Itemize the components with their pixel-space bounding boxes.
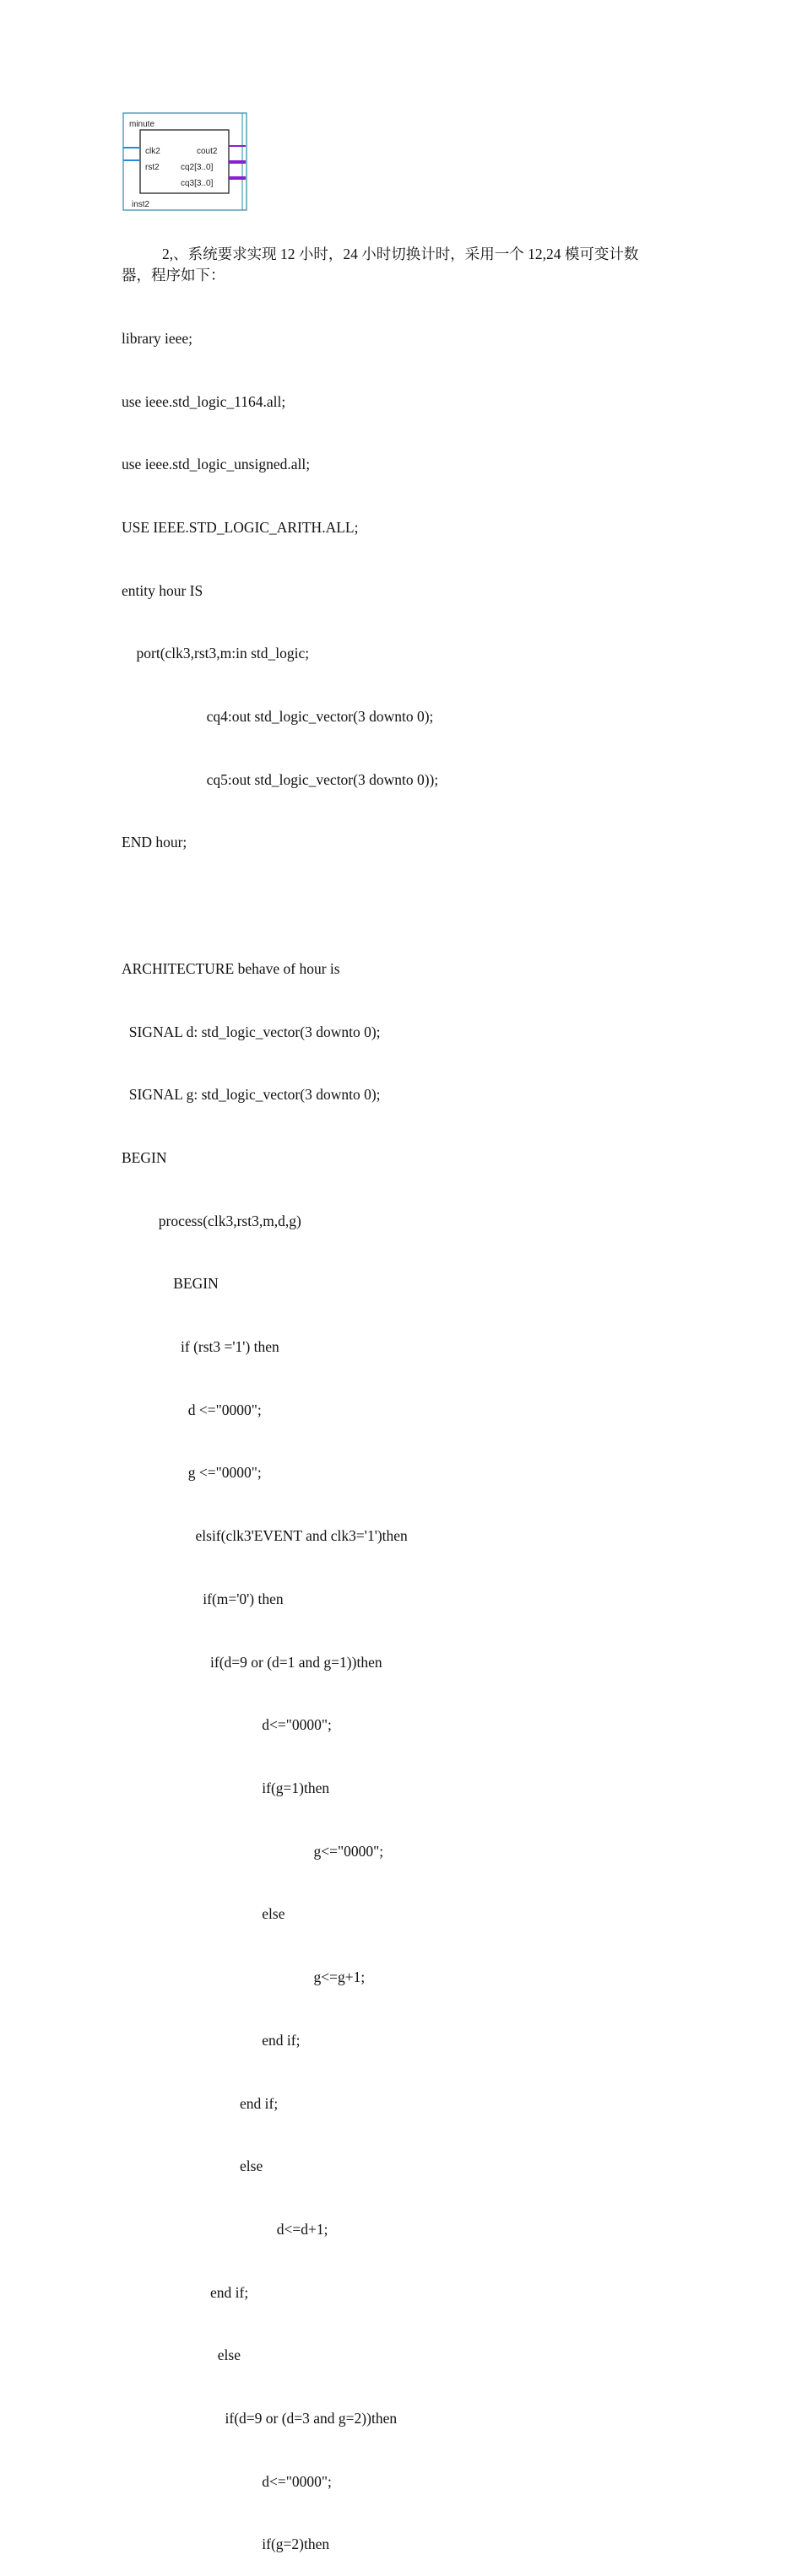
code-line: process(clk3,rst3,m,d,g): [122, 1212, 301, 1229]
vhdl-code-listing: [122, 286, 438, 2576]
code-line: library ieee;: [122, 329, 193, 347]
port-input-rst2: rst2: [145, 163, 160, 172]
code-line: if(g=1)then: [122, 1779, 330, 1796]
instance-name: inst2: [132, 200, 150, 209]
code-line: if(d=9 or (d=1 and g=1))then: [122, 1653, 382, 1671]
code-line: SIGNAL g: std_logic_vector(3 downto 0);: [122, 1086, 381, 1104]
code-line: else: [122, 2157, 263, 2175]
code-line: d<=d+1;: [122, 2220, 328, 2238]
code-line: d <="0000";: [122, 1401, 262, 1418]
code-line: ARCHITECTURE behave of hour is: [122, 959, 340, 977]
code-line: END hour;: [122, 834, 187, 851]
code-line: USE IEEE.STD_LOGIC_ARITH.ALL;: [122, 518, 359, 536]
code-line: entity hour IS: [122, 581, 203, 599]
port-output-cout2: cout2: [197, 147, 218, 156]
code-line: elsif(clk3'EVENT and clk3='1')then: [122, 1527, 408, 1545]
intro-line-2: 器，程序如下：: [122, 267, 225, 284]
code-line: if(d=9 or (d=3 and g=2))then: [122, 2410, 398, 2427]
code-line: end if;: [122, 2094, 279, 2112]
code-line: cq5:out std_logic_vector(3 downto 0));: [122, 770, 439, 788]
code-line: else: [122, 2346, 241, 2364]
code-line: if (rst3 ='1') then: [122, 1338, 279, 1356]
code-line: else: [122, 1905, 285, 1923]
code-line: end if;: [122, 2031, 301, 2049]
port-output-cq3: cq3[3..0]: [181, 179, 214, 188]
block-symbol-minute: [122, 112, 247, 211]
code-line: d<="0000";: [122, 2472, 332, 2490]
block-name: minute: [129, 120, 155, 129]
code-line: BEGIN: [122, 1275, 219, 1293]
code-line: [122, 895, 438, 916]
code-line: BEGIN: [122, 1148, 167, 1166]
code-line: g <="0000";: [122, 1464, 262, 1482]
code-line: SIGNAL d: std_logic_vector(3 downto 0);: [122, 1023, 381, 1040]
code-line: cq4:out std_logic_vector(3 downto 0);: [122, 708, 434, 726]
code-line: if(g=2)then: [122, 2535, 330, 2553]
code-line: g<="0000";: [122, 1842, 384, 1860]
code-line: port(clk3,rst3,m:in std_logic;: [122, 645, 310, 662]
intro-line-1: 2,、系统要求实现 12 小时，24 小时切换计时，采用一个 12,24 模可变计数: [162, 246, 639, 262]
code-line: use ieee.std_logic_unsigned.all;: [122, 456, 311, 473]
port-input-clk2: clk2: [145, 147, 160, 156]
code-line: if(m='0') then: [122, 1590, 284, 1607]
code-line: end if;: [122, 2283, 249, 2301]
code-line: use ieee.std_logic_1164.all;: [122, 392, 286, 410]
code-line: d<="0000";: [122, 1716, 332, 1734]
code-line: g<=g+1;: [122, 1968, 366, 1986]
port-output-cq2: cq2[3..0]: [181, 163, 214, 172]
